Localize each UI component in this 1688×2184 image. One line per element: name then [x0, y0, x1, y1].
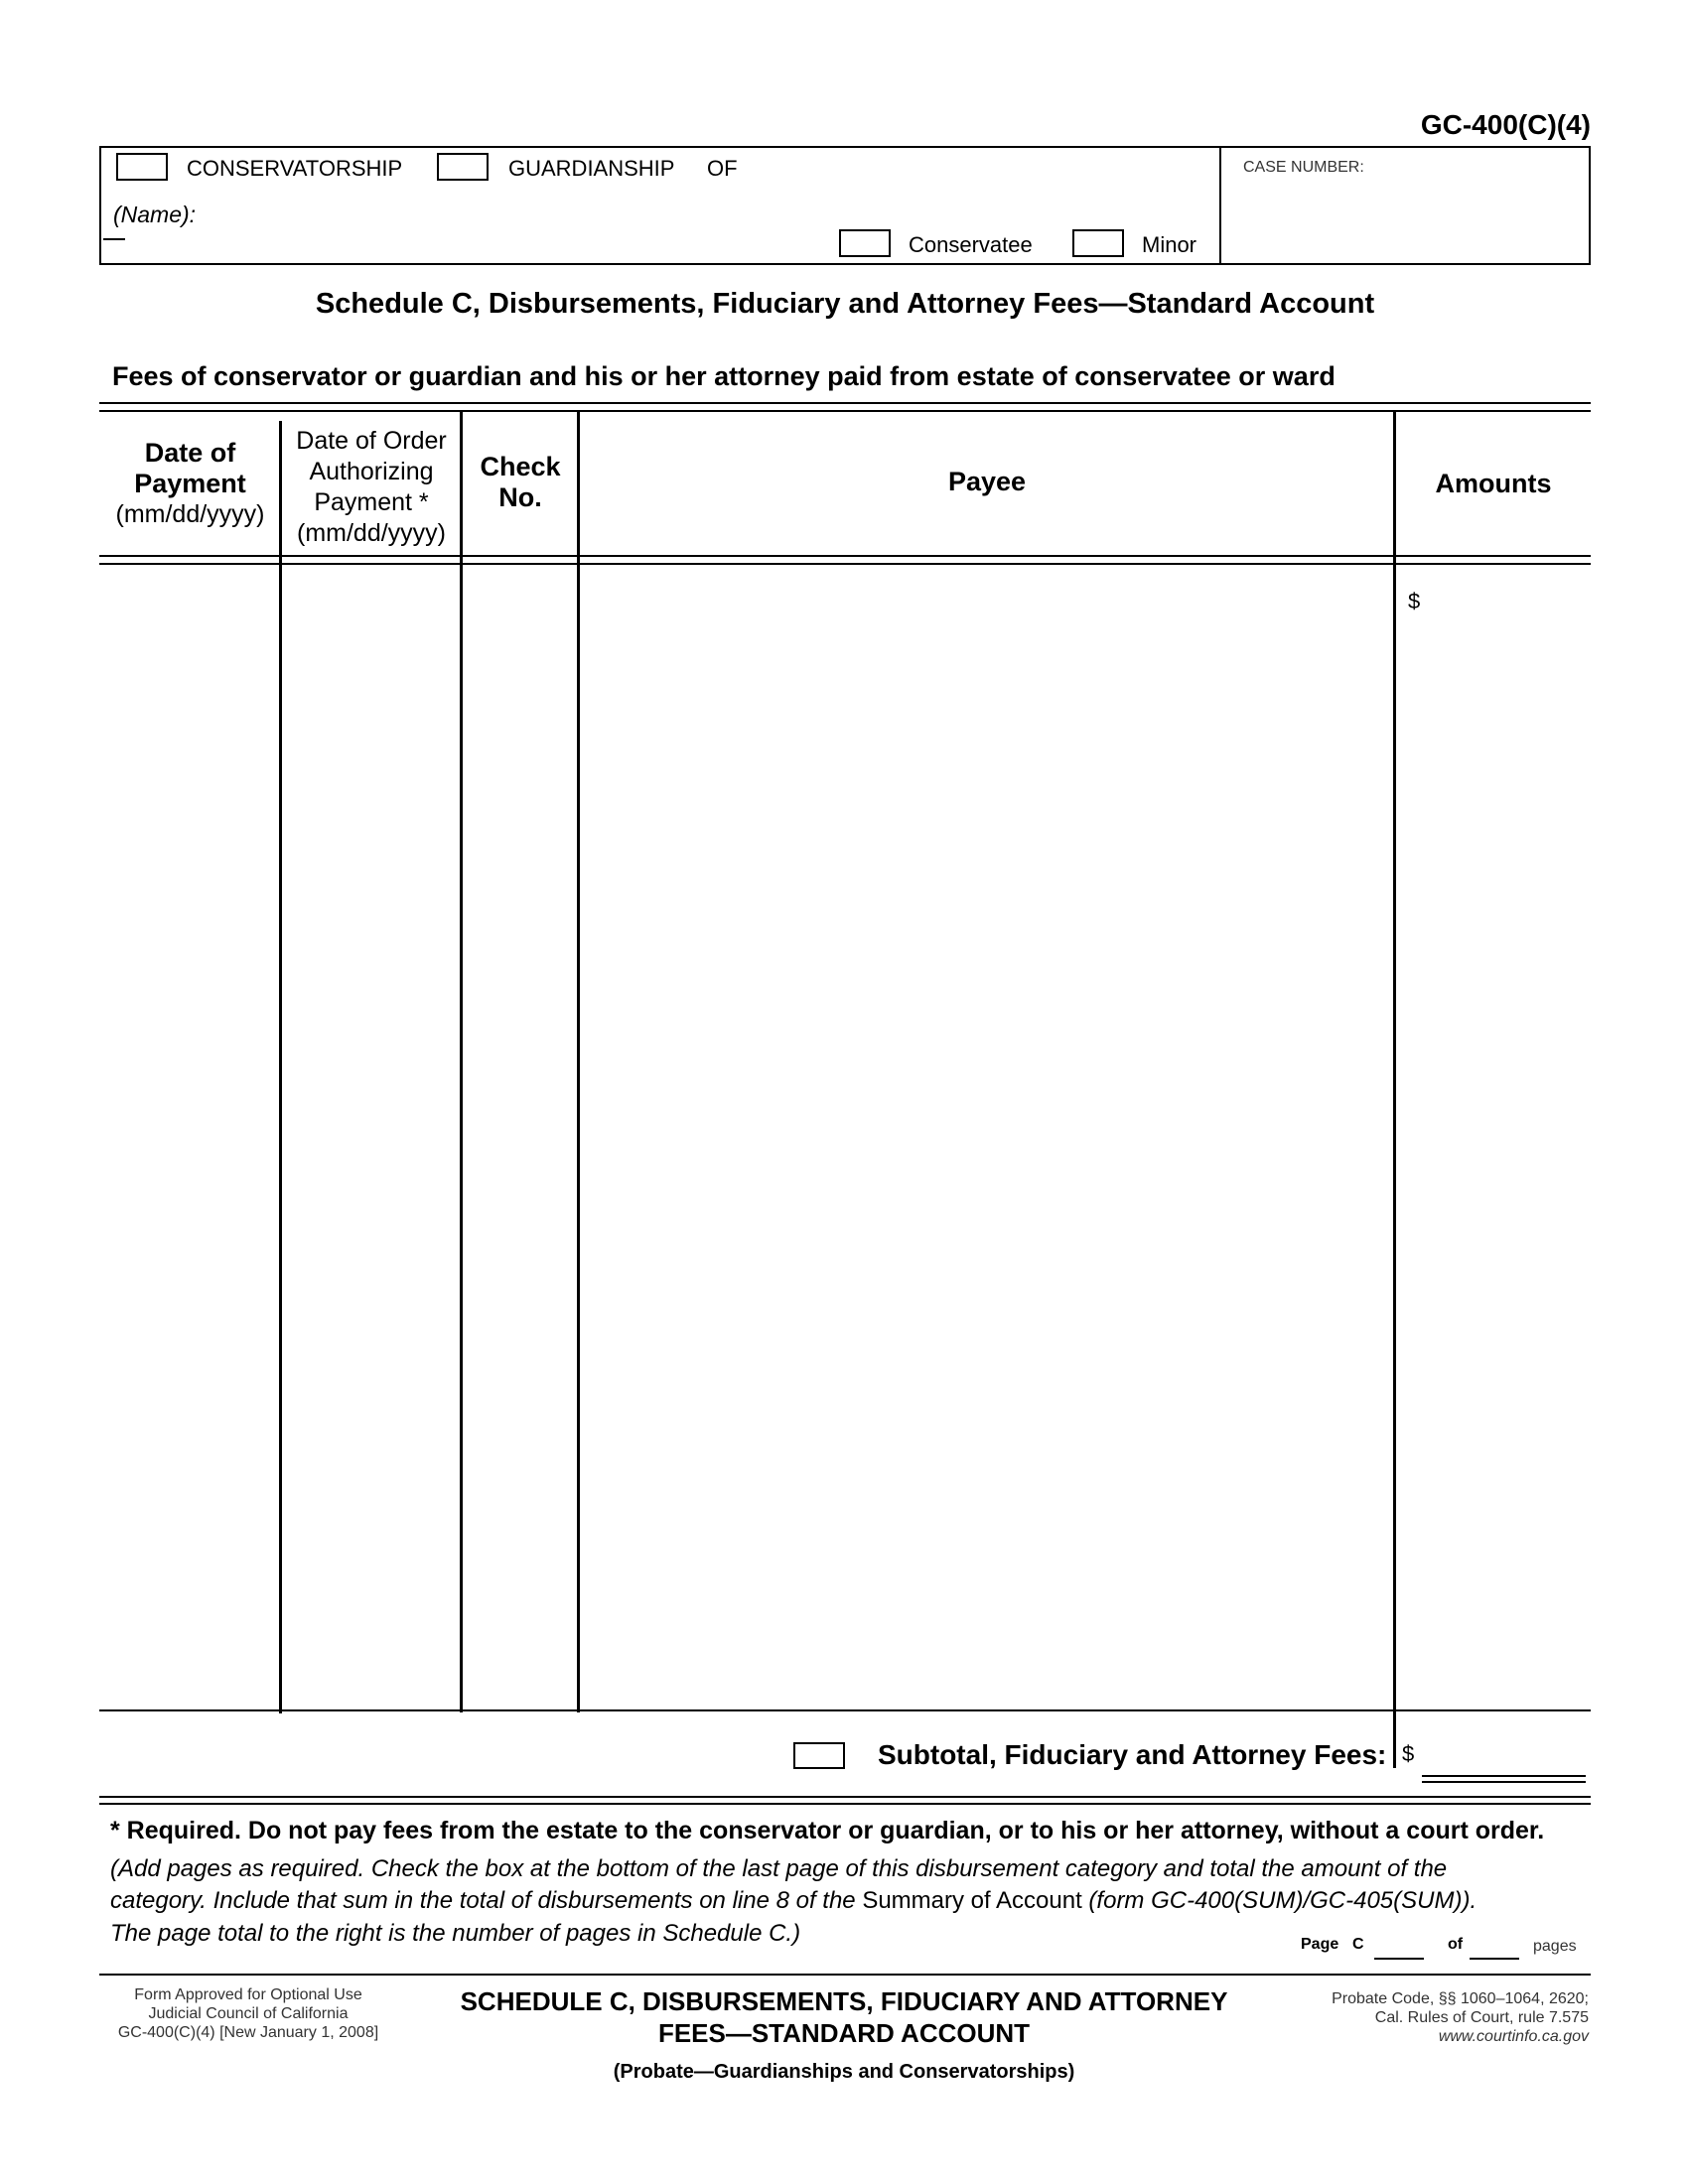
footer-center-line2: FEES—STANDARD ACCOUNT: [657, 2018, 1031, 2048]
check-no-column-field[interactable]: [464, 568, 575, 1707]
footer-right: [1271, 1989, 1589, 2046]
case-number-label: CASE NUMBER:: [1243, 159, 1364, 176]
footer-left-line1: Form Approved for Optional Use: [134, 1986, 362, 2003]
add-pages-note-line2c: (form GC-400(SUM)/GC-405(SUM)).: [1081, 1887, 1477, 1914]
schedule-title: Schedule C, Disbursements, Fiduciary and Attorney Fees—Standard Account: [315, 288, 1375, 320]
col-divider-2: [460, 411, 463, 1712]
subtotal-underline-1: [1422, 1775, 1586, 1777]
table-bottom-rule: [99, 1709, 1591, 1711]
notes-top-rule-1: [99, 1796, 1591, 1798]
amounts-column-field[interactable]: [1430, 576, 1587, 1707]
conservatorship-label: CONSERVATORSHIP: [187, 156, 403, 181]
name-tick: [103, 238, 125, 240]
footer-center-line3: (Probate—Guardianships and Conservatorships): [613, 2061, 1075, 2083]
conservatorship-checkbox[interactable]: [116, 153, 168, 181]
total-pages-field[interactable]: [1470, 1936, 1519, 1960]
table-top-rule-2: [99, 410, 1591, 412]
minor-checkbox[interactable]: [1072, 229, 1124, 257]
header-date-of-order: [282, 426, 461, 549]
caption-divider: [1219, 146, 1221, 265]
add-pages-note-line2: [110, 1887, 1477, 1915]
page-count-prefix: C: [1352, 1936, 1364, 1953]
header-date-of-order-line1: Date of Order: [296, 427, 447, 455]
header-date-of-payment-format: (mm/dd/yyyy): [115, 500, 265, 528]
header-date-of-payment: [99, 438, 281, 530]
footer-rule: [99, 1974, 1591, 1976]
col-divider-3: [577, 411, 580, 1712]
minor-label: Minor: [1142, 232, 1197, 257]
add-pages-note-line1: (Add pages as required. Check the box at the bottom of the last page of this disbursement category and total the amount of the: [110, 1855, 1448, 1882]
footer-right-line2: Cal. Rules of Court, rule 7.575: [1374, 2009, 1589, 2026]
col-divider-1: [279, 421, 282, 1713]
footer-left-line2: Judicial Council of California: [148, 2005, 349, 2022]
form-id: GC-400(C)(4): [1420, 109, 1591, 140]
table-top-rule-1: [99, 402, 1591, 404]
header-date-of-order-line2: Authorizing: [309, 458, 434, 485]
case-number-field[interactable]: [1231, 184, 1579, 253]
subtotal-amount-field[interactable]: [1422, 1737, 1586, 1773]
footer-center-line1: SCHEDULE C, DISBURSEMENTS, FIDUCIARY AND ATTORNEY: [460, 1986, 1228, 2016]
conservatee-label: Conservatee: [909, 232, 1033, 257]
date-of-order-column-field[interactable]: [283, 568, 458, 1707]
schedule-subtitle: Fees of conservator or guardian and his or her attorney paid from estate of conservatee or ward: [112, 361, 1336, 391]
add-pages-note-line3: The page total to the right is the number of pages in Schedule C.): [110, 1920, 801, 1947]
date-of-payment-column-field[interactable]: [99, 568, 278, 1707]
subtotal-dollar-sign: $: [1402, 1741, 1415, 1766]
footer-left-line3: GC-400(C)(4) [New January 1, 2008]: [117, 2024, 379, 2041]
footer-left: [99, 1985, 397, 2042]
name-field[interactable]: [298, 204, 1192, 231]
conservatee-checkbox[interactable]: [839, 229, 891, 257]
add-pages-note-line2a: category. Include that sum in the total of disbursements on line 8 of the: [110, 1887, 863, 1914]
payee-column-field[interactable]: [581, 568, 1391, 1707]
name-label: (Name):: [113, 202, 197, 227]
of-label: OF: [707, 156, 738, 181]
header-check-line2: No.: [498, 482, 542, 512]
footer-website-link[interactable]: www.courtinfo.ca.gov: [1438, 2028, 1589, 2045]
page-count-of: of: [1448, 1936, 1464, 1953]
col-divider-4: [1393, 411, 1396, 1768]
header-check-line1: Check: [480, 452, 561, 481]
header-date-of-payment-line2: Payment: [134, 469, 246, 498]
last-page-checkbox[interactable]: [793, 1742, 845, 1769]
header-bottom-rule-1: [99, 555, 1591, 557]
summary-of-account-ref: Summary of Account: [862, 1887, 1082, 1914]
header-date-of-order-line3: Payment *: [314, 488, 429, 516]
amount-dollar-sign: $: [1408, 589, 1421, 614]
page-count-label: Page: [1301, 1936, 1339, 1953]
subtotal-label: Subtotal, Fiduciary and Attorney Fees:: [878, 1739, 1387, 1770]
header-amounts: Amounts: [1435, 469, 1552, 498]
notes-top-rule-2: [99, 1803, 1591, 1805]
page-number-field[interactable]: [1374, 1936, 1424, 1960]
required-note: * Required. Do not pay fees from the estate to the conservator or guardian, or to his or her attorney, without a court order.: [110, 1817, 1545, 1844]
subtotal-underline-2: [1422, 1781, 1586, 1783]
header-date-of-payment-line1: Date of: [144, 438, 236, 468]
footer-center: [397, 1985, 1291, 2084]
page-count-pages: pages: [1533, 1938, 1577, 1955]
footer-right-line1: Probate Code, §§ 1060–1064, 2620;: [1332, 1990, 1589, 2007]
header-date-of-order-format: (mm/dd/yyyy): [297, 519, 446, 547]
guardianship-checkbox[interactable]: [437, 153, 489, 181]
header-payee: Payee: [947, 467, 1027, 496]
guardianship-label: GUARDIANSHIP: [508, 156, 675, 181]
header-bottom-rule-2: [99, 563, 1591, 565]
header-check-no: [463, 452, 578, 513]
